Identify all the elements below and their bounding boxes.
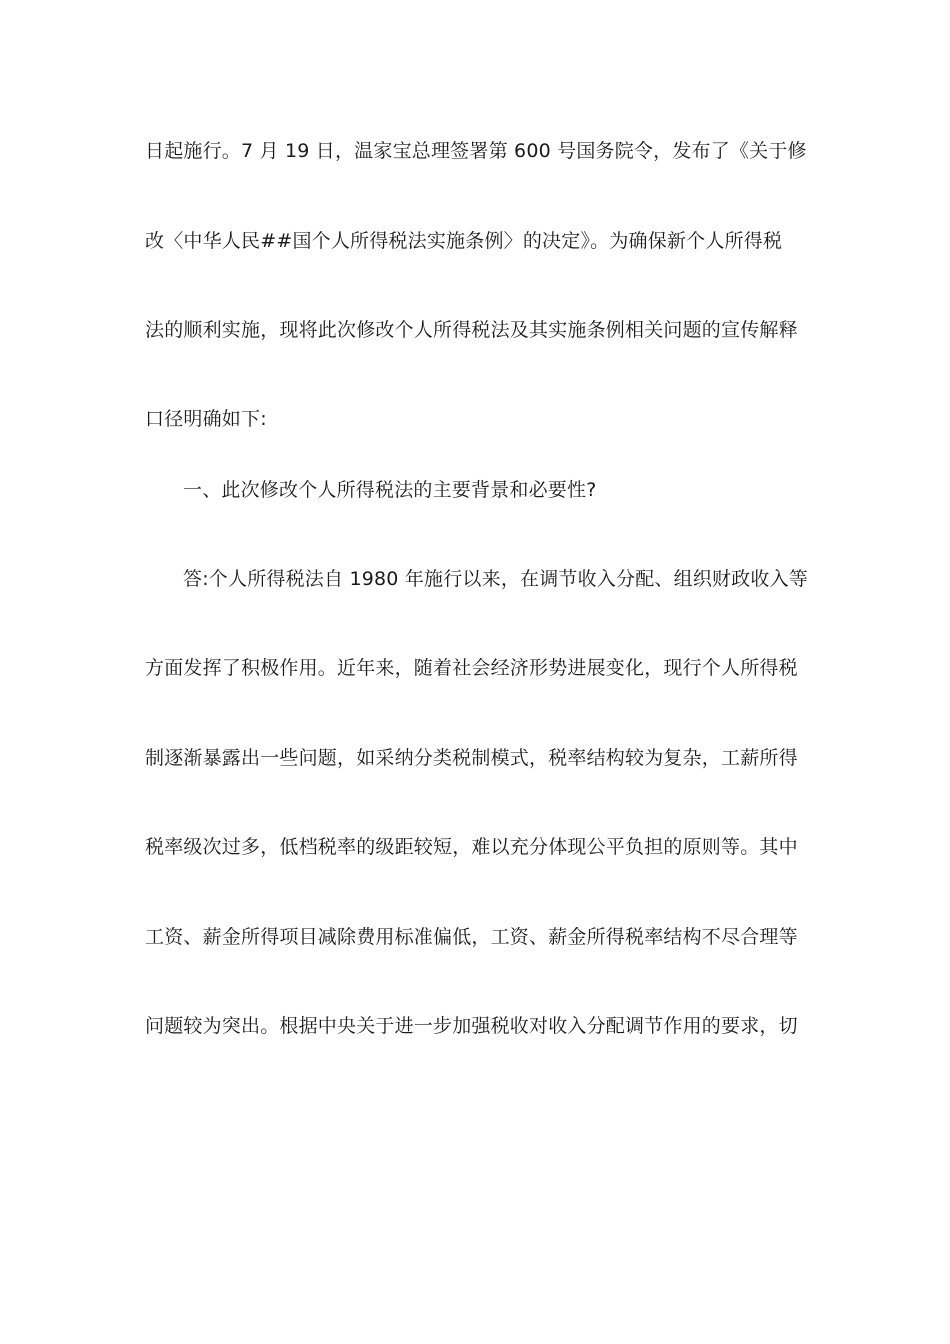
paragraph-line: 问题较为突出。根据中央关于进一步加强税收对收入分配调节作用的要求，切 <box>145 1015 798 1037</box>
section-heading: 一、此次修改个人所得税法的主要背景和必要性? <box>183 479 597 501</box>
paragraph-line: 方面发挥了积极作用。近年来，随着社会经济形势进展变化，现行个人所得税 <box>145 657 798 679</box>
paragraph-line: 工资、薪金所得项目减除费用标准偏低，工资、薪金所得税率结构不尽合理等 <box>145 926 798 948</box>
paragraph-line: 日起施行。7 月 19 日，温家宝总理签署第 600 号国务院令，发布了《关于修 <box>145 140 807 162</box>
paragraph-line: 制逐渐暴露出一些问题，如采纳分类税制模式，税率结构较为复杂，工薪所得 <box>145 747 798 769</box>
paragraph-line: 口径明确如下: <box>145 408 267 430</box>
paragraph-line: 法的顺利实施，现将此次修改个人所得税法及其实施条例相关问题的宣传解释 <box>145 319 798 341</box>
paragraph-line: 税率级次过多，低档税率的级距较短，难以充分体现公平负担的原则等。其中 <box>145 836 798 858</box>
paragraph-line: 改〈中华人民##国个人所得税法实施条例〉的决定》。为确保新个人所得税 <box>145 230 783 252</box>
paragraph-line: 答:个人所得税法自 1980 年施行以来，在调节收入分配、组织财政收入等 <box>183 568 809 590</box>
